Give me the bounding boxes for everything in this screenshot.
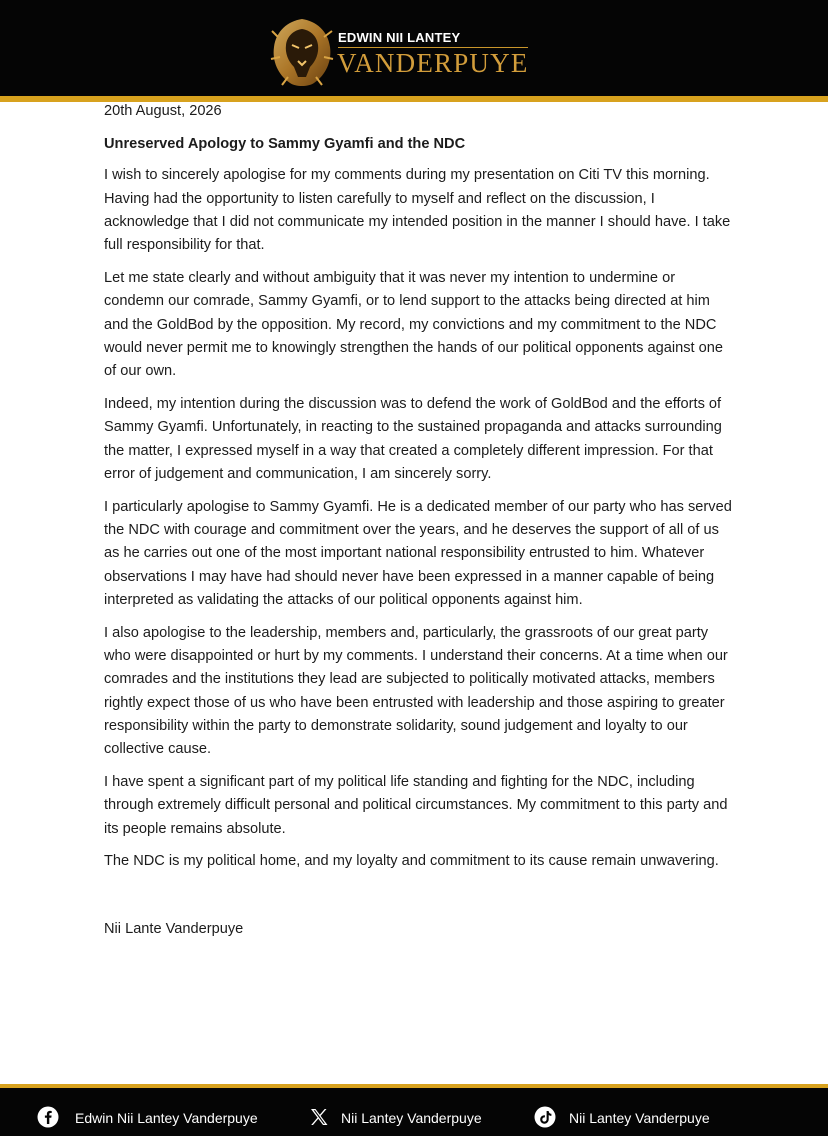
letter-paragraph: I particularly apologise to Sammy Gyamfi. He is a dedicated member of our party who has served the NDC with courage and commitment over the years, and he deserves the support of all of us as he carries out one of the most important national responsibility entrusted to him. Whatever observations I may have had should never have been expressed in a manner capable of being interpreted as validating the attacks of our political opponents against him. [104, 498, 732, 608]
letter-paragraph: I wish to sincerely apologise for my comments during my presentation on Citi TV this morning. Having had the opportunity to listen carefully to myself and reflect on the discussion, I acknowledge that I did not communicate my intended position in the manner I should have. I take full responsibility for that. [104, 167, 731, 254]
social-label: Nii Lantey Vanderpuye [341, 1110, 482, 1126]
social-x[interactable] [308, 1106, 508, 1130]
tiktok-icon [534, 1106, 556, 1128]
lion-icon [268, 17, 336, 89]
letter-body [104, 100, 732, 950]
social-tiktok[interactable] [534, 1106, 734, 1130]
social-label: Nii Lantey Vanderpuye [569, 1110, 710, 1126]
letter-paragraph: Indeed, my intention during the discussion was to defend the work of GoldBod and the efforts of Sammy Gyamfi. Unfortunately, in reacting to the sustained propaganda and attacks surrounding the matter, I expressed myself in a way that created a completely different impression. For that error of judgement and communication, I am sincerely sorry. [104, 395, 722, 482]
brand-logo [268, 17, 568, 89]
facebook-icon [37, 1106, 59, 1128]
letter-date: 20th August, 2026 [104, 103, 222, 119]
letter-title: Unreserved Apology to Sammy Gyamfi and the NDC [104, 136, 466, 152]
letter-paragraph: I also apologise to the leadership, members and, particularly, the grassroots of our great party who were disappointed or hurt by my comments. I understand their concerns. At a time when our comrades and the institutions they lead are subjected to politically motivated attacks, members rightly expect those of us who have been entrusted with leadership and those aspiring to greater responsibility within the party to demonstrate solidarity, sound judgement and loyalty to our collective cause. [104, 624, 728, 758]
brand-name-bottom: VANDERPUYE [337, 48, 529, 78]
letter-signature: Nii Lante Vanderpuye [104, 920, 244, 937]
letter-paragraph: I have spent a significant part of my political life standing and fighting for the NDC, including through extremely difficult personal and political circumstances. My commitment to this party and its people remains absolute. [104, 773, 728, 837]
x-icon [308, 1106, 330, 1128]
social-label: Edwin Nii Lantey Vanderpuye [75, 1110, 258, 1126]
social-facebook[interactable] [37, 1106, 277, 1130]
letter-paragraph: The NDC is my political home, and my loyalty and commitment to its cause remain unwavering. [104, 853, 719, 870]
letter-paragraph: Let me state clearly and without ambiguity that it was never my intention to undermine or condemn our comrade, Sammy Gyamfi, or to lend support to the attacks being directed at him and the GoldBod by the opposition. My record, my convictions and my commitment to the NDC would never permit me to knowingly strengthen the hands of our political opponents against one of our own. [104, 269, 723, 380]
brand-name-top: EDWIN NII LANTEY [338, 30, 461, 45]
letterhead [0, 0, 828, 96]
footer-gold-rule [0, 1084, 828, 1088]
